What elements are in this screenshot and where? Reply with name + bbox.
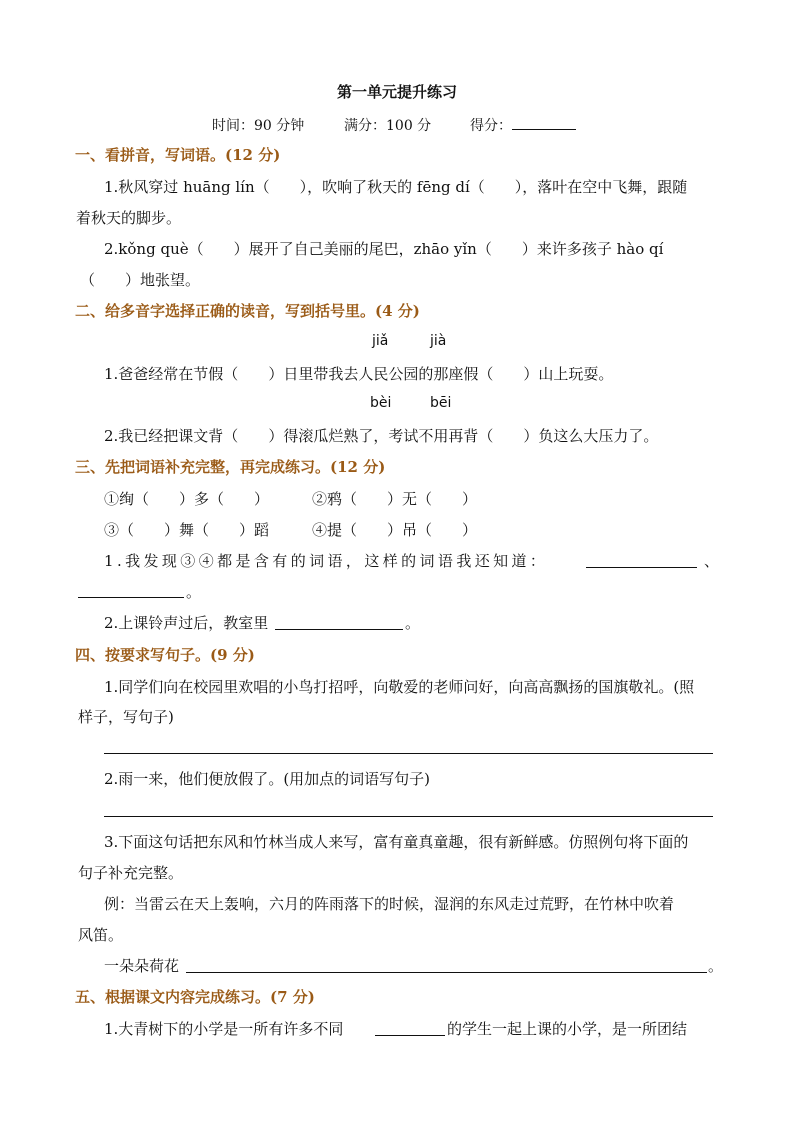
answer-line[interactable] xyxy=(275,629,403,630)
section-1-q1-line1 xyxy=(104,176,718,197)
section-4-q1-line2: 样子，写句子) xyxy=(78,708,174,726)
separator: 、 xyxy=(704,552,720,570)
page-title: 第一单元提升练习 xyxy=(336,83,457,101)
answer-line[interactable] xyxy=(375,1035,445,1036)
period: 。 xyxy=(405,614,421,632)
section-5-heading: 五、根据课文内容完成练习。(7 分) xyxy=(75,988,315,1006)
section-5-q1-start: 1.大青树下的小学是一所有许多不同 xyxy=(104,1020,344,1038)
section-4-q3-line1: 3.下面这句话把东风和竹林当成人来写，富有童真童趣，很有新鲜感。仿照例句将下面的 xyxy=(104,833,689,851)
period: 。 xyxy=(708,957,724,975)
answer-line[interactable] xyxy=(186,972,707,973)
section-5-q1-rest: 的学生一起上课的小学，是一所团结 xyxy=(447,1020,688,1038)
section-3-q2-text: 2.上课铃声过后，教室里 xyxy=(104,614,269,632)
section-4-heading: 四、按要求写句子。(9 分) xyxy=(75,646,255,664)
section-1-heading: 一、看拼音，写词语。(12 分) xyxy=(75,146,281,164)
section-4-q1-line1: 1.同学们向在校园里欢唱的小鸟打招呼，向敬爱的老师问好，向高高飘扬的国旗敬礼。(照 xyxy=(104,678,695,696)
section-1-q1-line2: 着秋天的脚步。 xyxy=(76,209,182,227)
score-label xyxy=(470,115,576,135)
example-line1: 例：当雷云在天上轰响，六月的阵雨落下的时候，湿润的东风走过荒野，在竹林中吹着 xyxy=(104,895,675,913)
answer-line[interactable] xyxy=(104,753,713,754)
period: 。 xyxy=(186,583,202,601)
section-1-q2-line2: （ ）地张望。 xyxy=(80,271,201,289)
pinyin-bei1: bēi xyxy=(430,395,452,411)
word-3: ③（ ）舞（ ）蹈 xyxy=(104,521,270,539)
section-4-q2: 2.雨一来，他们便放假了。(用加点的词语写句子) xyxy=(104,770,431,788)
section-3-q1-text: 1.我发现③④都是含有的词语，这样的词语我还知道： xyxy=(104,552,549,570)
pinyin-jia3: jiǎ xyxy=(372,333,389,349)
time-info: 时间：90 分钟 xyxy=(212,118,305,134)
answer-line[interactable] xyxy=(586,567,697,568)
section-2-q2: 2.我已经把课文背（ ）得滚瓜烂熟了，考试不用再背（ ）负这么大压力了。 xyxy=(104,427,659,445)
pinyin-jia4: jià xyxy=(430,333,447,349)
section-1-q2-line1: 2.kǒng què（ ）展开了自己美丽的尾巴，zhāo yǐn（ ）来许多孩子 hào qí xyxy=(104,240,664,258)
score-blank[interactable] xyxy=(512,115,576,130)
answer-line[interactable] xyxy=(104,816,713,817)
answer-line[interactable] xyxy=(78,597,184,598)
word-2: ②鸦（ ）无（ ） xyxy=(312,490,478,508)
pinyin-bei4: bèi xyxy=(370,395,392,411)
full-score-info: 满分：100 分 xyxy=(344,118,432,134)
section-3-heading: 三、先把词语补充完整，再完成练习。(12 分) xyxy=(75,458,386,476)
q1-text: 1.秋风穿过 huāng lín（ ），吹响了秋天的 fēng dí（ ），落叶在空中飞舞，跟随 xyxy=(104,178,688,196)
section-4-q3-line2: 句子补充完整。 xyxy=(78,864,184,882)
section-2-heading: 二、给多音字选择正确的读音，写到括号里。(4 分) xyxy=(75,302,420,320)
section-4-q3-fill-start: 一朵朵荷花 xyxy=(104,957,180,975)
score-label-text: 得分： xyxy=(470,118,512,134)
word-1: ①绚（ ）多（ ） xyxy=(104,490,270,508)
example-line2: 风笛。 xyxy=(78,926,124,944)
word-4: ④提（ ）吊（ ） xyxy=(312,521,478,539)
section-2-q1: 1.爸爸经常在节假（ ）日里带我去人民公园的那座假（ ）山上玩耍。 xyxy=(104,365,614,383)
